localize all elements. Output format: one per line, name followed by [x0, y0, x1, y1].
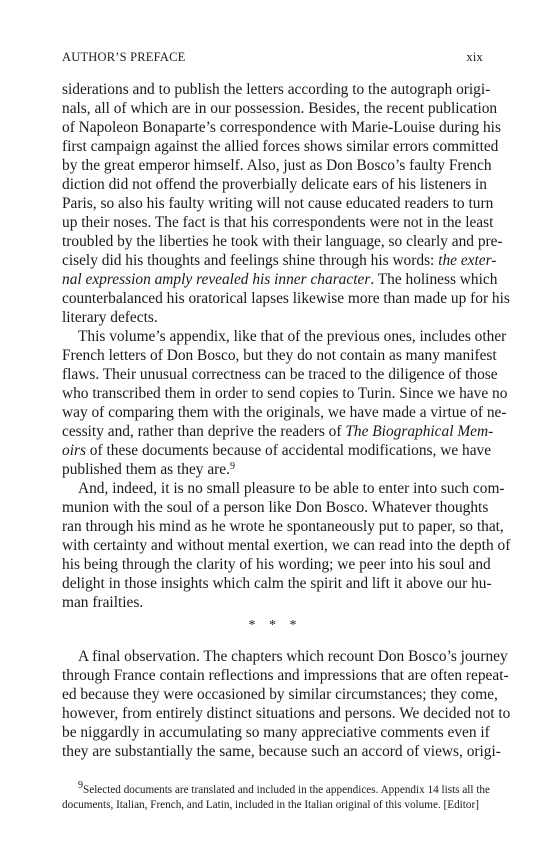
body-line: with certainty and without mental exertion, we can read into the depth of [62, 537, 511, 554]
body-line: Paris, so also his faulty writing will not cause educated readers to turn [62, 195, 494, 212]
body-line: French letters of Don Bosco, but they do not contain as many manifest [62, 347, 497, 364]
body-line: they are substantially the same, because such an accord of views, origi- [62, 743, 501, 760]
body-line [62, 270, 498, 289]
body-line: ran through his mind as he wrote he spontaneously put to paper, so that, [62, 518, 504, 535]
body-line: And, indeed, it is no small pleasure to be able to enter into such com- [78, 480, 505, 497]
running-title: AUTHOR’S PREFACE [62, 50, 186, 64]
italic-text: nal expression amply revealed his inner character [62, 271, 371, 288]
body-line [62, 441, 492, 460]
body-line: munion with the soul of a person like Don Bosco. Whatever thoughts [62, 499, 489, 516]
body-line: ed because they were occasioned by similar circumstances; they come, [62, 686, 498, 703]
italic-text: the exter- [438, 252, 497, 269]
body-line: nals, all of which are in our possession. Besides, the recent publication [62, 100, 498, 117]
italic-text: oirs [62, 442, 86, 459]
body-line: counterbalanced his oratorical lapses likewise more than made up for his [62, 290, 510, 307]
body-line: by the great emperor himself. Also, just as Don Bosco’s faulty French [62, 157, 492, 174]
body-line: up their noses. The fact is that his correspondents were not in the least [62, 214, 494, 231]
body-line: siderations and to publish the letters according to the autograph origi- [62, 81, 491, 98]
body-text: published them as they are. [62, 461, 230, 478]
body-line: A final observation. The chapters which recount Don Bosco’s journey [78, 648, 508, 665]
footnote-line: documents, Italian, French, and Latin, included in the Italian original of this volume. [Editor] [62, 799, 479, 811]
section-separator: * * * [248, 618, 297, 633]
body-line: be niggardly in accumulating so many appreciative comments even if [62, 724, 490, 741]
body-line: his being through the clarity of his wording; we peer into his soul and [62, 556, 491, 573]
body-line [62, 422, 494, 441]
body-line: who transcribed them in order to send copies to Turin. Since we have no [62, 385, 508, 402]
body-line: way of comparing them with the originals, we have made a virtue of ne- [62, 404, 507, 421]
body-text: cessity and, rather than deprive the readers of [62, 423, 346, 440]
body-text: . The holiness which [370, 271, 498, 288]
body-line: flaws. Their unusual correctness can be traced to the diligence of those [62, 366, 498, 383]
body-line [62, 460, 483, 479]
body-line: through France contain reflections and impressions that are often repeat- [62, 667, 509, 684]
footnote-text: Selected documents are translated and included in the appendices. Appendix 14 lists all the [83, 784, 490, 796]
body-line: however, from entirely distinct situations and persons. We decided not to [62, 705, 511, 722]
footnote-line [78, 780, 490, 798]
body-line: diction did not offend the proverbially delicate ears of his listeners in [62, 176, 487, 193]
body-line: of Napoleon Bonaparte’s correspondence with Marie-Louise during his [62, 119, 501, 136]
footnote-reference: 9 [229, 461, 235, 472]
running-header [62, 50, 483, 65]
body-line: man frailties. [62, 594, 144, 611]
body-line: literary defects. [62, 309, 158, 326]
body-line: first campaign against the allied forces shows similar errors committed [62, 138, 499, 155]
body-text: cisely did his thoughts and feelings shine through his words: [62, 252, 439, 269]
body-text: of these documents because of accidental modifications, we have [85, 442, 492, 459]
page-number: xix [466, 50, 483, 64]
body-line: troubled by the liberties he took with their language, so clearly and pre- [62, 233, 503, 250]
italic-text: The Biographical Mem- [345, 423, 494, 440]
body-line [62, 251, 497, 270]
footnote-marker: 9 [78, 780, 83, 791]
body-line: delight in those insights which calm the spirit and lift it above our hu- [62, 575, 492, 592]
body-line: This volume’s appendix, like that of the previous ones, includes other [78, 328, 507, 345]
